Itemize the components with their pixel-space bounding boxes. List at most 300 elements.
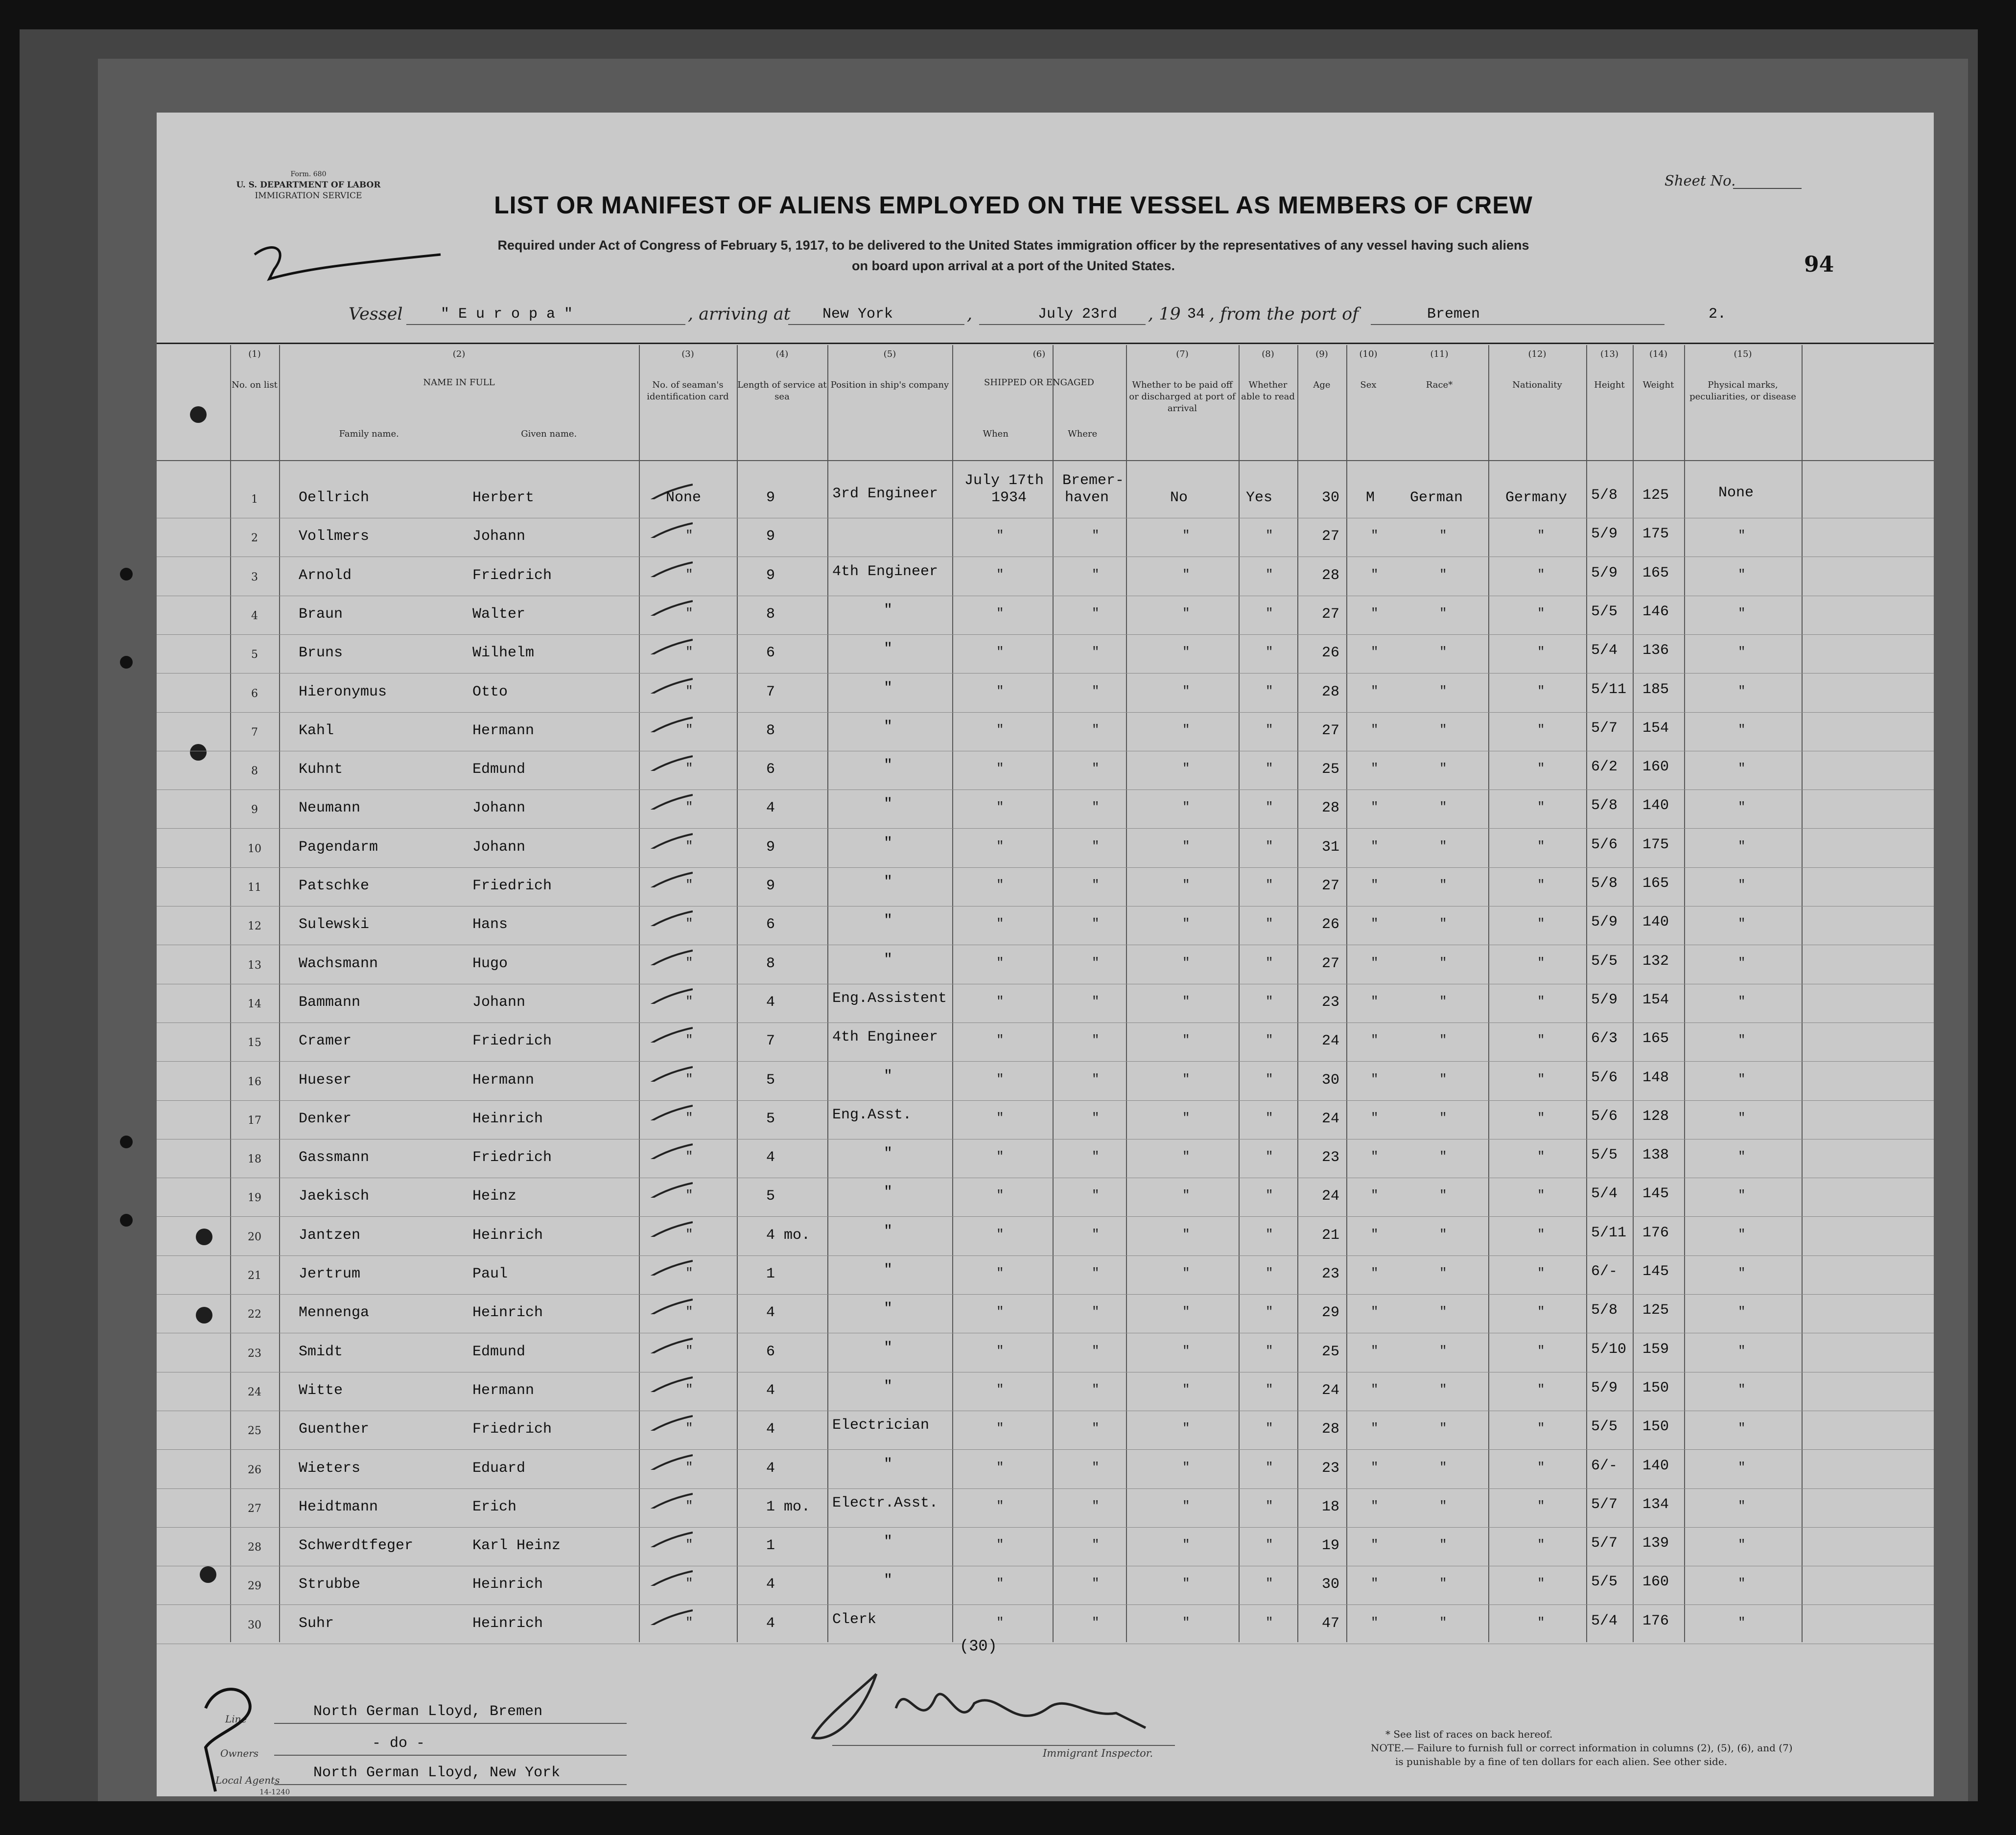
family-name: Patschke — [299, 878, 370, 894]
ditto-mark: " — [1738, 1149, 1746, 1164]
weight: 165 — [1642, 1030, 1669, 1047]
ditto-mark: " — [1182, 528, 1190, 543]
ditto-mark: " — [1266, 722, 1273, 737]
family-name: Schwerdtfeger — [299, 1537, 414, 1555]
ditto-mark: " — [1266, 1382, 1273, 1397]
ditto-mark: " — [1439, 916, 1447, 931]
weight: 132 — [1642, 952, 1669, 970]
position: " — [884, 1262, 893, 1278]
ditto-mark: " — [996, 528, 1004, 543]
ditto-mark: " — [1092, 1615, 1100, 1630]
age: 27 — [1322, 955, 1340, 972]
ditto-mark: " — [996, 1110, 1004, 1125]
position: 4th Engineer — [832, 1029, 938, 1046]
age: 26 — [1322, 916, 1340, 933]
ditto-mark: " — [685, 1343, 693, 1358]
height: 5/7 — [1591, 1535, 1618, 1552]
ditto-mark: " — [685, 1576, 693, 1591]
service-length: 9 — [766, 489, 775, 506]
ditto-mark: " — [1182, 916, 1190, 931]
column-number: (11) — [1430, 349, 1449, 359]
from-port: Bremen — [1427, 306, 1480, 323]
ditto-mark: " — [1092, 1033, 1100, 1048]
ditto-mark: " — [1439, 1071, 1447, 1087]
column-header: Weight — [1642, 380, 1674, 390]
penalty-note-1: NOTE.— Failure to furnish full or correct information in columns (2), (5), (6), and (7) — [1371, 1742, 1793, 1754]
ditto-mark: " — [996, 567, 1004, 582]
ditto-mark: " — [1266, 1537, 1273, 1553]
ditto-mark: " — [1182, 955, 1190, 970]
ditto-mark: " — [1439, 1149, 1447, 1164]
ditto-mark: " — [1738, 1576, 1746, 1591]
ditto-mark: " — [1537, 1033, 1545, 1048]
tick-mark — [619, 790, 693, 810]
column-number: (10) — [1359, 349, 1378, 359]
ditto-mark: " — [1738, 1460, 1746, 1475]
row-rule — [157, 712, 1934, 713]
given-name: Johann — [472, 800, 526, 817]
column-header: Whether able to read — [1241, 380, 1295, 402]
tick-mark — [619, 1411, 693, 1431]
ditto-mark: " — [1266, 1460, 1273, 1475]
position: " — [884, 679, 893, 697]
column-rule — [1802, 345, 1803, 1642]
ditto-mark: " — [1738, 1110, 1746, 1125]
subtitle-line-2: on board upon arrival at a port of the United States. — [851, 258, 1175, 273]
age: 23 — [1322, 1460, 1340, 1477]
ditto-mark: " — [1266, 528, 1273, 543]
ditto-mark: " — [1371, 1266, 1379, 1280]
given-name: Johann — [472, 838, 526, 856]
ditto-mark: " — [685, 683, 693, 698]
ditto-mark: " — [1266, 800, 1273, 815]
service-length: 9 — [766, 567, 775, 584]
ditto-mark: " — [1182, 1421, 1190, 1436]
weight: 154 — [1642, 991, 1669, 1008]
column-number: (8) — [1262, 349, 1274, 359]
ditto-mark: " — [1537, 1615, 1545, 1630]
ditto-mark: " — [1537, 1382, 1545, 1397]
column-number: (4) — [775, 349, 789, 359]
weight: 165 — [1642, 875, 1669, 892]
given-name: Johann — [472, 994, 526, 1011]
age: 21 — [1322, 1227, 1340, 1244]
ditto-mark: " — [1371, 645, 1379, 660]
year-label: , 19 — [1148, 304, 1181, 324]
column-rule — [230, 345, 231, 1642]
weight: 154 — [1642, 720, 1669, 737]
weight: 140 — [1642, 1457, 1669, 1474]
ditto-mark: " — [996, 838, 1004, 854]
ditto-mark: " — [1182, 1033, 1190, 1048]
row-rule — [157, 634, 1934, 635]
height: 5/9 — [1591, 1379, 1618, 1396]
ditto-mark: " — [1371, 800, 1379, 815]
ditto-mark: " — [1266, 1071, 1273, 1087]
height: 5/5 — [1591, 603, 1618, 620]
shipped-when-year: 1934 — [991, 489, 1027, 506]
row-number: 3 — [251, 571, 258, 583]
agents-underline — [274, 1784, 627, 1785]
tick-mark — [619, 1178, 693, 1198]
column-number: (14) — [1649, 349, 1667, 359]
ditto-mark: " — [1182, 1343, 1190, 1358]
tick-mark — [619, 557, 693, 577]
table-top-border — [157, 343, 1934, 344]
row-number: 16 — [248, 1075, 261, 1088]
tick-mark — [619, 1450, 693, 1470]
given-name: Heinrich — [472, 1576, 543, 1593]
tick-mark — [619, 751, 693, 771]
position: 4th Engineer — [832, 563, 938, 580]
race: German — [1410, 489, 1463, 506]
ditto-mark: " — [996, 645, 1004, 660]
family-name: Hueser — [299, 1071, 352, 1089]
ditto-mark: " — [685, 1615, 693, 1630]
row-number: 30 — [248, 1619, 261, 1631]
age: 24 — [1322, 1110, 1340, 1127]
line-underline — [274, 1723, 627, 1724]
given-name: Edmund — [472, 761, 526, 778]
ditto-mark: " — [1439, 1304, 1447, 1320]
service-length: 5 — [766, 1110, 775, 1127]
family-name: Jertrum — [299, 1266, 361, 1282]
tick-mark — [619, 868, 693, 887]
height: 5/10 — [1591, 1341, 1627, 1358]
family-name: Arnold — [299, 567, 352, 584]
age: 27 — [1322, 722, 1340, 739]
ditto-mark: " — [1182, 761, 1190, 776]
row-rule — [157, 1255, 1934, 1256]
height: 5/5 — [1591, 952, 1618, 970]
family-name: Hieronymus — [299, 683, 387, 700]
ditto-mark: " — [1537, 800, 1545, 815]
nationality: Germany — [1505, 489, 1568, 506]
position: " — [884, 1456, 893, 1473]
ditto-mark: " — [1371, 1304, 1379, 1320]
ditto-mark: " — [1182, 1304, 1190, 1320]
height: 6/3 — [1591, 1030, 1618, 1047]
family-name: Wieters — [299, 1460, 361, 1477]
weight: 175 — [1642, 526, 1669, 543]
ditto-mark: " — [1738, 1537, 1746, 1553]
punch-hole — [190, 744, 207, 761]
column-header: Race* — [1426, 380, 1453, 390]
ditto-mark: " — [685, 955, 693, 970]
ditto-mark: " — [1738, 1266, 1746, 1280]
ditto-mark: " — [1182, 800, 1190, 815]
service-length: 6 — [766, 645, 775, 662]
shipped-when: July 17th — [964, 472, 1044, 489]
column-number: (6) — [1032, 349, 1046, 359]
height: 5/8 — [1591, 875, 1618, 892]
row-rule — [157, 1294, 1934, 1295]
row-rule — [157, 1604, 1934, 1605]
age: 30 — [1322, 1576, 1340, 1593]
height: 5/5 — [1591, 1418, 1618, 1436]
ditto-mark: " — [1371, 1537, 1379, 1553]
weight: 176 — [1642, 1224, 1669, 1241]
ditto-mark: " — [1371, 878, 1379, 892]
family-name: Braun — [299, 605, 343, 623]
arrival-date: July 23rd — [1038, 306, 1118, 323]
weight: 145 — [1642, 1185, 1669, 1203]
ditto-mark: " — [1537, 605, 1545, 621]
weight: 125 — [1642, 1302, 1669, 1319]
ditto-mark: " — [1092, 1188, 1100, 1203]
ditto-mark: " — [1182, 994, 1190, 1009]
position: " — [884, 796, 893, 813]
row-number: 26 — [248, 1463, 261, 1476]
column-header: Physical marks, peculiarities, or disease — [1689, 380, 1796, 402]
ditto-mark: " — [685, 1304, 693, 1320]
age: 30 — [1322, 1071, 1340, 1089]
ditto-mark: " — [1439, 1227, 1447, 1242]
column-rule — [1488, 345, 1489, 1642]
ditto-mark: " — [1266, 1304, 1273, 1320]
service-length: 1 mo. — [766, 1498, 811, 1515]
height: 5/11 — [1591, 681, 1627, 698]
column-rule — [1126, 345, 1127, 1642]
given-name: Otto — [472, 683, 508, 700]
ditto-mark: " — [1439, 605, 1447, 621]
given-name: Friedrich — [472, 1149, 552, 1166]
line-label: Line — [225, 1713, 247, 1725]
ditto-mark: " — [996, 1188, 1004, 1203]
ditto-mark: " — [1092, 1149, 1100, 1164]
vessel-name: " E u r o p a " — [441, 306, 573, 323]
ditto-mark: " — [1371, 1149, 1379, 1164]
ditto-mark: " — [1371, 1188, 1379, 1203]
sheet-annotation: 2. — [1709, 306, 1727, 323]
ditto-mark: " — [1738, 1071, 1746, 1087]
ditto-mark: " — [1738, 1498, 1746, 1513]
ditto-mark: " — [1439, 1498, 1447, 1513]
weight: 150 — [1642, 1418, 1669, 1436]
ditto-mark: " — [1182, 683, 1190, 698]
ditto-mark: " — [996, 1615, 1004, 1630]
height: 5/5 — [1591, 1147, 1618, 1164]
penalty-note-2: is punishable by a fine of ten dollars for each alien. See other side. — [1395, 1756, 1728, 1767]
binder-hole — [120, 656, 133, 669]
service-length: 4 — [766, 1576, 775, 1593]
ditto-mark: " — [685, 916, 693, 931]
ditto-mark: " — [1439, 567, 1447, 582]
height: 5/4 — [1591, 642, 1618, 659]
tick-mark — [619, 1256, 693, 1276]
handwritten-mark — [245, 235, 450, 294]
row-rule — [157, 673, 1934, 674]
column-number: (12) — [1528, 349, 1547, 359]
ditto-mark: " — [1738, 1033, 1746, 1048]
service-length: 4 — [766, 1382, 775, 1399]
ditto-mark: " — [685, 567, 693, 582]
column-number: (9) — [1315, 349, 1328, 359]
row-rule — [157, 1488, 1934, 1489]
row-rule — [157, 828, 1934, 829]
column-number: (1) — [248, 349, 261, 359]
agents-label: Local Agents — [215, 1774, 280, 1786]
column-number: (15) — [1734, 349, 1752, 359]
ditto-mark: " — [1738, 761, 1746, 776]
vessel-line — [406, 324, 685, 325]
height: 6/- — [1591, 1457, 1618, 1474]
row-number: 17 — [248, 1114, 261, 1127]
column-rule — [1053, 345, 1054, 1642]
age: 24 — [1322, 1033, 1340, 1050]
column-subheader: Given name. — [521, 429, 577, 439]
ditto-mark: " — [1371, 722, 1379, 737]
service-length: 8 — [766, 955, 775, 972]
weight: 160 — [1642, 1574, 1669, 1591]
service-length: 8 — [766, 605, 775, 623]
family-name: Jantzen — [299, 1227, 361, 1244]
given-name: Edmund — [472, 1343, 526, 1360]
page-title: LIST OR MANIFEST OF ALIENS EMPLOYED ON THE VESSEL AS MEMBERS OF CREW — [494, 191, 1533, 219]
ditto-mark: " — [1439, 683, 1447, 698]
ditto-mark: " — [996, 1033, 1004, 1048]
tick-mark — [619, 1528, 693, 1547]
column-rule — [1586, 345, 1587, 1642]
age: 23 — [1322, 994, 1340, 1011]
weight: 140 — [1642, 914, 1669, 931]
ditto-mark: " — [1537, 1304, 1545, 1320]
ditto-mark: " — [996, 1227, 1004, 1242]
ditto-mark: " — [1738, 1343, 1746, 1358]
column-header: Nationality — [1512, 380, 1562, 390]
ditto-mark: " — [1182, 1149, 1190, 1164]
row-number: 23 — [248, 1347, 261, 1360]
owners-label: Owners — [220, 1747, 259, 1759]
weight: 125 — [1642, 487, 1669, 504]
row-number: 18 — [248, 1153, 261, 1166]
ditto-mark: " — [1371, 761, 1379, 776]
column-rule — [1297, 345, 1298, 1642]
column-rule — [1684, 345, 1685, 1642]
ditto-mark: " — [1439, 1033, 1447, 1048]
row-number: 5 — [251, 649, 258, 661]
row-rule — [157, 1061, 1934, 1062]
tick-mark — [619, 1566, 693, 1586]
column-header: Height — [1594, 380, 1625, 390]
age: 28 — [1322, 1421, 1340, 1438]
line-value: North German Lloyd, Bremen — [313, 1703, 543, 1720]
row-number: 22 — [248, 1308, 261, 1321]
ditto-mark: " — [1537, 645, 1545, 660]
ditto-mark: " — [1371, 1615, 1379, 1630]
ditto-mark: " — [1266, 838, 1273, 854]
ditto-mark: " — [996, 1304, 1004, 1320]
weight: 185 — [1642, 681, 1669, 698]
age: 28 — [1322, 683, 1340, 700]
ditto-mark: " — [1537, 761, 1545, 776]
ditto-mark: " — [1537, 994, 1545, 1009]
form-code: 14-1240 — [259, 1788, 290, 1796]
punch-hole — [200, 1566, 216, 1583]
row-number: 10 — [248, 842, 261, 855]
family-name: Suhr — [299, 1615, 334, 1632]
height: 5/4 — [1591, 1185, 1618, 1203]
ditto-mark: " — [1266, 1421, 1273, 1436]
weight: 176 — [1642, 1612, 1669, 1629]
ditto-mark: " — [1182, 1188, 1190, 1203]
ditto-mark: " — [996, 605, 1004, 621]
ditto-mark: " — [1371, 1421, 1379, 1436]
age: 28 — [1322, 567, 1340, 584]
ditto-mark: " — [1738, 1188, 1746, 1203]
ditto-mark: " — [1439, 1188, 1447, 1203]
ditto-mark: " — [1092, 955, 1100, 970]
weight: 159 — [1642, 1341, 1669, 1358]
tick-mark — [619, 1372, 693, 1392]
ditto-mark: " — [1371, 955, 1379, 970]
given-name: Wilhelm — [472, 645, 535, 662]
tick-mark — [619, 1605, 693, 1625]
given-name: Hans — [472, 916, 508, 933]
ditto-mark: " — [1537, 1266, 1545, 1280]
ditto-mark: " — [1092, 528, 1100, 543]
tick-mark — [619, 674, 693, 694]
column-header: Length of service at sea — [737, 380, 827, 402]
service-length: 4 — [766, 1615, 775, 1632]
ditto-mark: " — [1092, 1304, 1100, 1320]
service-name: IMMIGRATION SERVICE — [255, 191, 362, 201]
ditto-mark: " — [685, 1188, 693, 1203]
ditto-mark: " — [1371, 838, 1379, 854]
tick-mark — [619, 596, 693, 616]
column-number: (2) — [452, 349, 466, 359]
position: " — [884, 1223, 893, 1240]
ditto-mark: " — [996, 722, 1004, 737]
ditto-mark: " — [1439, 528, 1447, 543]
row-rule — [157, 867, 1934, 868]
given-name: Heinz — [472, 1188, 517, 1205]
given-name: Hermann — [472, 722, 535, 739]
position: " — [884, 1184, 893, 1201]
row-number: 24 — [248, 1386, 261, 1398]
family-name: Vollmers — [299, 528, 370, 545]
position: " — [884, 912, 893, 929]
ditto-mark: " — [1266, 645, 1273, 660]
page-number: 94 — [1804, 252, 1834, 277]
ditto-mark: " — [1266, 761, 1273, 776]
column-rule — [737, 345, 738, 1642]
row-number: 14 — [248, 998, 261, 1010]
punch-hole — [196, 1229, 212, 1245]
age: 19 — [1322, 1537, 1340, 1555]
position: 3rd Engineer — [832, 486, 938, 502]
ditto-mark: " — [1371, 1498, 1379, 1513]
age: 29 — [1322, 1304, 1340, 1322]
ditto-mark: " — [1092, 567, 1100, 582]
ditto-mark: " — [1182, 1615, 1190, 1630]
row-number: 15 — [248, 1037, 261, 1049]
tick-mark — [619, 946, 693, 965]
age: 28 — [1322, 800, 1340, 817]
tick-mark — [619, 1217, 693, 1237]
form-number: Form. 680 — [290, 170, 327, 178]
ditto-mark: " — [685, 838, 693, 854]
row-number: 8 — [251, 765, 258, 778]
column-subheader: Where — [1068, 429, 1098, 439]
column-rule — [1633, 345, 1634, 1642]
position: " — [884, 757, 893, 774]
ditto-mark: " — [1266, 1343, 1273, 1358]
ditto-mark: " — [1092, 1343, 1100, 1358]
column-rule — [1346, 345, 1347, 1642]
ditto-mark: " — [685, 722, 693, 737]
shipped-where-2: haven — [1065, 489, 1109, 506]
